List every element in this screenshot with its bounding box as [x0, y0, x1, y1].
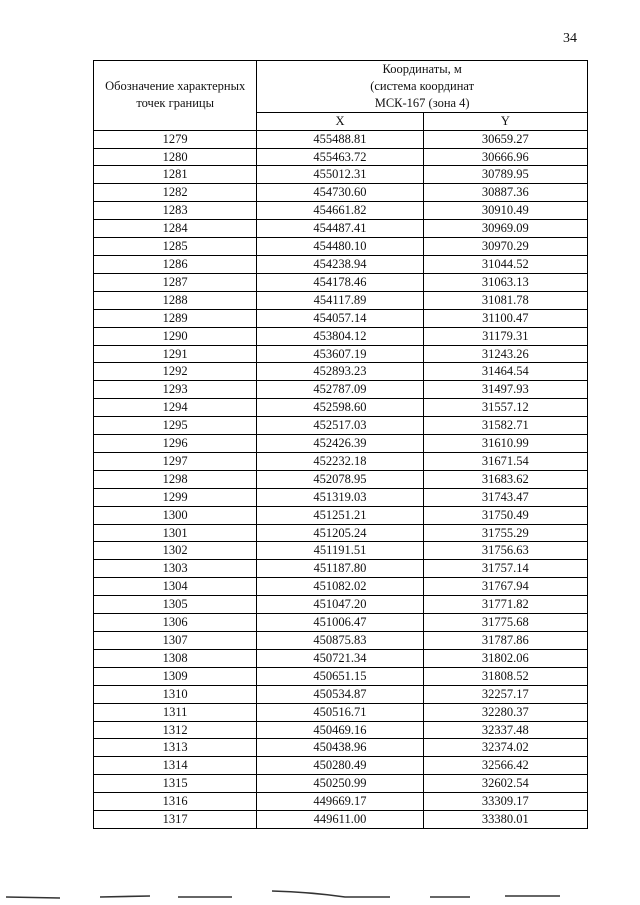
table-row [94, 202, 588, 220]
cell-x: 450534.87 [257, 685, 423, 703]
table-row [94, 560, 588, 578]
cell-x: 451082.02 [257, 578, 423, 596]
cell-x: 450438.96 [257, 739, 423, 757]
table-row [94, 542, 588, 560]
header-point-designation: Обозначение характерных точек границы [94, 61, 257, 131]
cell-y: 31767.94 [423, 578, 587, 596]
cell-x: 450516.71 [257, 703, 423, 721]
table-row [94, 399, 588, 417]
table-row [94, 685, 588, 703]
cell-point: 1287 [94, 273, 257, 291]
cell-y: 31802.06 [423, 649, 587, 667]
cell-x: 454057.14 [257, 309, 423, 327]
cell-y: 33309.17 [423, 793, 587, 811]
cell-point: 1280 [94, 148, 257, 166]
cell-point: 1301 [94, 524, 257, 542]
table-row [94, 488, 588, 506]
cell-point: 1291 [94, 345, 257, 363]
cell-y: 31756.63 [423, 542, 587, 560]
cell-y: 30789.95 [423, 166, 587, 184]
cell-y: 33380.01 [423, 811, 587, 829]
cell-x: 454730.60 [257, 184, 423, 202]
cell-point: 1296 [94, 435, 257, 453]
cell-x: 449669.17 [257, 793, 423, 811]
cell-x: 454117.89 [257, 291, 423, 309]
cell-x: 454661.82 [257, 202, 423, 220]
cell-y: 31100.47 [423, 309, 587, 327]
cell-point: 1313 [94, 739, 257, 757]
table-row [94, 435, 588, 453]
cell-y: 30910.49 [423, 202, 587, 220]
cell-point: 1316 [94, 793, 257, 811]
table-row [94, 811, 588, 829]
cell-point: 1283 [94, 202, 257, 220]
cell-x: 450250.99 [257, 775, 423, 793]
cell-x: 449611.00 [257, 811, 423, 829]
table-row [94, 220, 588, 238]
cell-x: 452426.39 [257, 435, 423, 453]
table-row [94, 363, 588, 381]
cell-x: 454178.46 [257, 273, 423, 291]
cell-point: 1307 [94, 632, 257, 650]
header-coords-line2: (система координат [370, 78, 475, 93]
table-row [94, 632, 588, 650]
cell-x: 452517.03 [257, 417, 423, 435]
cell-y: 32280.37 [423, 703, 587, 721]
cell-x: 454487.41 [257, 220, 423, 238]
cell-y: 32374.02 [423, 739, 587, 757]
cell-point: 1292 [94, 363, 257, 381]
cell-x: 451191.51 [257, 542, 423, 560]
cell-point: 1309 [94, 667, 257, 685]
cell-point: 1289 [94, 309, 257, 327]
cell-y: 31610.99 [423, 435, 587, 453]
cell-point: 1302 [94, 542, 257, 560]
cell-y: 30969.09 [423, 220, 587, 238]
cell-y: 31671.54 [423, 452, 587, 470]
table-row [94, 703, 588, 721]
cell-x: 455463.72 [257, 148, 423, 166]
table-row [94, 452, 588, 470]
cell-point: 1285 [94, 238, 257, 256]
table-row [94, 596, 588, 614]
scan-marks [0, 885, 640, 905]
cell-point: 1298 [94, 470, 257, 488]
cell-y: 31757.14 [423, 560, 587, 578]
cell-point: 1303 [94, 560, 257, 578]
cell-point: 1304 [94, 578, 257, 596]
cell-point: 1314 [94, 757, 257, 775]
cell-point: 1299 [94, 488, 257, 506]
cell-x: 451319.03 [257, 488, 423, 506]
cell-x: 450721.34 [257, 649, 423, 667]
cell-y: 31771.82 [423, 596, 587, 614]
cell-y: 30666.96 [423, 148, 587, 166]
cell-point: 1315 [94, 775, 257, 793]
table-row [94, 345, 588, 363]
cell-y: 31557.12 [423, 399, 587, 417]
table-row [94, 506, 588, 524]
table-row [94, 238, 588, 256]
table-row [94, 327, 588, 345]
cell-y: 31755.29 [423, 524, 587, 542]
table-row [94, 739, 588, 757]
cell-x: 455012.31 [257, 166, 423, 184]
table-row [94, 757, 588, 775]
cell-y: 30970.29 [423, 238, 587, 256]
header-x: X [257, 112, 423, 130]
cell-x: 453804.12 [257, 327, 423, 345]
cell-x: 452893.23 [257, 363, 423, 381]
cell-x: 451187.80 [257, 560, 423, 578]
cell-x: 450469.16 [257, 721, 423, 739]
table-row [94, 381, 588, 399]
cell-point: 1306 [94, 614, 257, 632]
table-body [94, 130, 588, 828]
cell-y: 31582.71 [423, 417, 587, 435]
header-coords-line3: МСК-167 (зона 4) [374, 95, 470, 110]
cell-point: 1300 [94, 506, 257, 524]
cell-y: 31081.78 [423, 291, 587, 309]
table-row [94, 775, 588, 793]
cell-x: 451251.21 [257, 506, 423, 524]
cell-y: 32566.42 [423, 757, 587, 775]
cell-x: 454238.94 [257, 255, 423, 273]
cell-point: 1317 [94, 811, 257, 829]
cell-point: 1279 [94, 130, 257, 148]
page-number: 34 [563, 31, 577, 46]
cell-y: 31775.68 [423, 614, 587, 632]
cell-y: 31808.52 [423, 667, 587, 685]
table-row [94, 417, 588, 435]
cell-y: 32602.54 [423, 775, 587, 793]
table-row [94, 793, 588, 811]
cell-x: 452598.60 [257, 399, 423, 417]
header-coordinates [257, 61, 588, 113]
table-row [94, 721, 588, 739]
cell-point: 1284 [94, 220, 257, 238]
cell-x: 451047.20 [257, 596, 423, 614]
table-row [94, 130, 588, 148]
cell-x: 454480.10 [257, 238, 423, 256]
cell-point: 1286 [94, 255, 257, 273]
table-row [94, 309, 588, 327]
header-coords-line1: Координаты, м [382, 62, 462, 76]
coordinates-table [93, 60, 588, 829]
cell-y: 31179.31 [423, 327, 587, 345]
table-row [94, 470, 588, 488]
table-row [94, 578, 588, 596]
cell-point: 1293 [94, 381, 257, 399]
cell-point: 1294 [94, 399, 257, 417]
cell-x: 451006.47 [257, 614, 423, 632]
header-y: Y [423, 112, 587, 130]
table-row [94, 255, 588, 273]
cell-y: 31743.47 [423, 488, 587, 506]
table-row [94, 166, 588, 184]
cell-point: 1311 [94, 703, 257, 721]
cell-y: 31683.62 [423, 470, 587, 488]
table-row [94, 291, 588, 309]
cell-y: 31464.54 [423, 363, 587, 381]
cell-y: 31063.13 [423, 273, 587, 291]
cell-point: 1295 [94, 417, 257, 435]
cell-y: 31044.52 [423, 255, 587, 273]
cell-x: 452787.09 [257, 381, 423, 399]
cell-point: 1312 [94, 721, 257, 739]
table-row [94, 184, 588, 202]
table-row [94, 667, 588, 685]
cell-x: 453607.19 [257, 345, 423, 363]
cell-y: 31750.49 [423, 506, 587, 524]
cell-y: 32337.48 [423, 721, 587, 739]
cell-y: 30887.36 [423, 184, 587, 202]
table-row [94, 649, 588, 667]
table-row [94, 148, 588, 166]
cell-y: 30659.27 [423, 130, 587, 148]
cell-point: 1308 [94, 649, 257, 667]
cell-x: 452078.95 [257, 470, 423, 488]
cell-x: 455488.81 [257, 130, 423, 148]
cell-point: 1288 [94, 291, 257, 309]
cell-point: 1281 [94, 166, 257, 184]
table-row [94, 524, 588, 542]
cell-point: 1305 [94, 596, 257, 614]
cell-x: 450875.83 [257, 632, 423, 650]
cell-x: 451205.24 [257, 524, 423, 542]
table-row [94, 273, 588, 291]
cell-y: 31243.26 [423, 345, 587, 363]
cell-point: 1297 [94, 452, 257, 470]
cell-x: 452232.18 [257, 452, 423, 470]
table-row [94, 614, 588, 632]
cell-x: 450651.15 [257, 667, 423, 685]
cell-point: 1310 [94, 685, 257, 703]
cell-y: 31787.86 [423, 632, 587, 650]
cell-point: 1290 [94, 327, 257, 345]
cell-point: 1282 [94, 184, 257, 202]
cell-y: 32257.17 [423, 685, 587, 703]
cell-y: 31497.93 [423, 381, 587, 399]
cell-x: 450280.49 [257, 757, 423, 775]
